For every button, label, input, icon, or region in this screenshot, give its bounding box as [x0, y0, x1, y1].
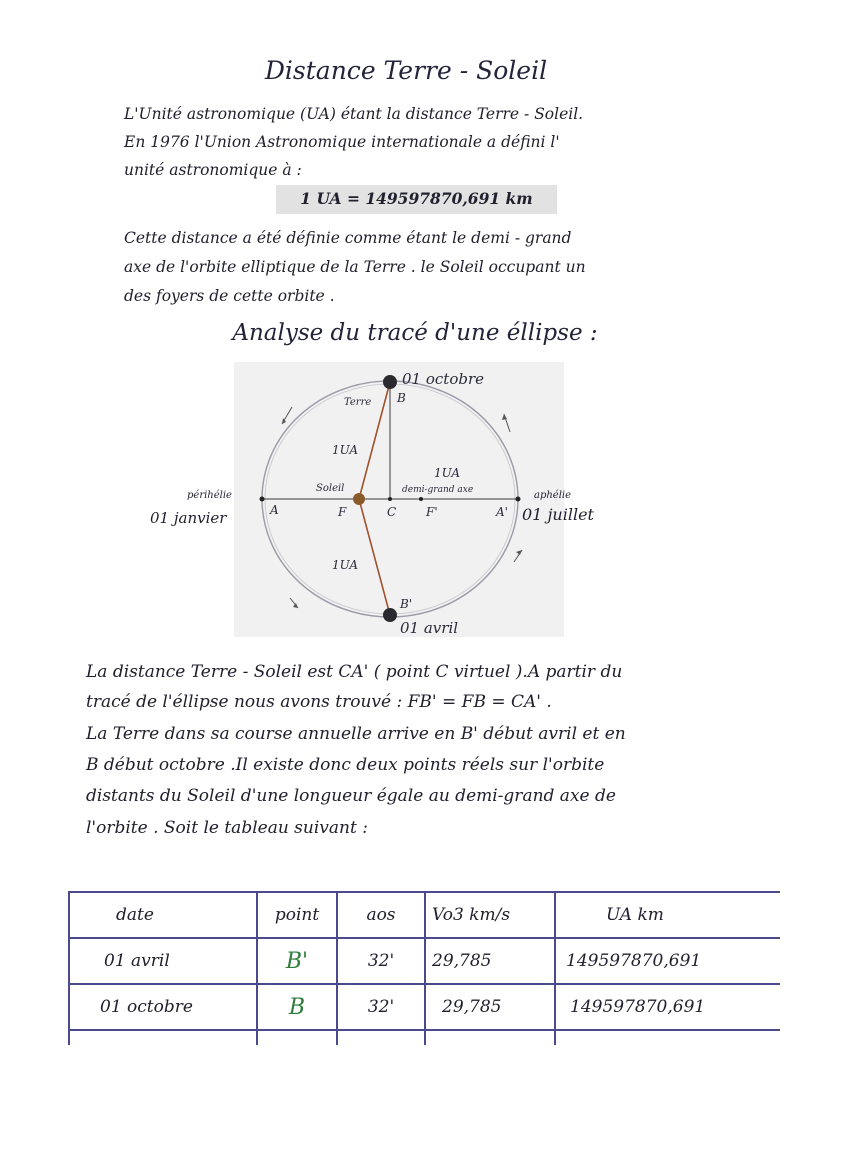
- text-line-1: La distance Terre - Soleil est CA' ( point C virtuel ).A partir du: [86, 662, 623, 682]
- cell-empty: [69, 1030, 257, 1045]
- label-radius-upper: 1UA: [332, 443, 359, 457]
- cell-point: B': [257, 938, 337, 984]
- label-point-F-prime: F': [426, 505, 438, 519]
- cell-velocity: 29,785: [425, 984, 555, 1030]
- table-row: [69, 984, 780, 1030]
- header-date: date: [69, 892, 257, 938]
- cell-empty: [555, 1030, 780, 1045]
- intro-line-1: L'Unité astronomique (UA) étant la distance Terre - Soleil.: [124, 105, 584, 123]
- cell-velocity: 29,785: [425, 938, 555, 984]
- cell-empty: [337, 1030, 425, 1045]
- label-top-date: 01 octobre: [402, 370, 484, 388]
- header-velocity: Vo3 km/s: [425, 892, 555, 938]
- label-sun: Soleil: [316, 483, 345, 494]
- cell-date: 01 octobre: [69, 984, 257, 1030]
- header-point: point: [257, 892, 337, 938]
- label-january: 01 janvier: [150, 509, 227, 527]
- definition-line-1: Cette distance a été définie comme étant le demi - grand: [124, 229, 572, 247]
- formula: 1 UA = 149597870,691 km: [300, 189, 533, 208]
- cell-distance: 149597870,691: [555, 984, 780, 1030]
- text-line-6: l'orbite . Soit le tableau suivant :: [86, 818, 368, 838]
- definition-line-2: axe de l'orbite elliptique de la Terre . le Soleil occupant un: [124, 258, 586, 276]
- label-perihelion: périhélie: [187, 490, 232, 501]
- label-semi-axis: demi-grand axe: [402, 485, 474, 495]
- cell-aos: 32': [337, 938, 425, 984]
- table-header-row: [69, 892, 780, 938]
- point-focus-2: [419, 497, 423, 501]
- label-earth: Terre: [344, 397, 372, 408]
- cell-date: 01 avril: [69, 938, 257, 984]
- table-row: [69, 938, 780, 984]
- label-point-A-prime: A': [496, 505, 508, 519]
- label-point-B: B: [397, 391, 406, 405]
- intro-line-3: unité astronomique à :: [124, 161, 302, 179]
- label-july: 01 juillet: [522, 505, 594, 524]
- cell-empty: [257, 1030, 337, 1045]
- label-point-B-prime: B': [400, 597, 413, 611]
- label-aphelion: aphélie: [534, 490, 572, 501]
- text-line-2: tracé de l'éllipse nous avons trouvé : FB' = FB = CA' .: [86, 692, 552, 712]
- text-line-4: B début octobre .Il existe donc deux points réels sur l'orbite: [86, 755, 605, 775]
- cell-aos: 32': [337, 984, 425, 1030]
- earth-top: [383, 375, 397, 389]
- data-table-wrapper: [68, 891, 780, 1045]
- cell-empty: [425, 1030, 555, 1045]
- header-aos: aos: [337, 892, 425, 938]
- section-title: Analyse du tracé d'une éllipse :: [232, 320, 598, 346]
- header-distance: UA km: [555, 892, 780, 938]
- point-center: [388, 497, 392, 501]
- definition-line-3: des foyers de cette orbite .: [124, 287, 335, 305]
- cell-distance: 149597870,691: [555, 938, 780, 984]
- sun: [353, 493, 365, 505]
- earth-bottom: [383, 608, 397, 622]
- label-point-A: A: [270, 503, 279, 517]
- data-table: [68, 891, 780, 1045]
- text-line-5: distants du Soleil d'une longueur égale au demi-grand axe de: [86, 786, 616, 806]
- label-radius-lower: 1UA: [332, 558, 359, 572]
- text-line-3: La Terre dans sa course annuelle arrive en B' début avril et en: [86, 724, 626, 744]
- table-row-empty: [69, 1030, 780, 1045]
- point-perihelion: [260, 497, 265, 502]
- label-point-C: C: [387, 505, 397, 519]
- intro-line-2: En 1976 l'Union Astronomique internationale a défini l': [124, 133, 560, 151]
- cell-point: B: [257, 984, 337, 1030]
- point-aphelion: [516, 497, 521, 502]
- page-title: Distance Terre - Soleil: [264, 56, 548, 85]
- ellipse-diagram: [234, 362, 564, 637]
- label-semi-axis-value: 1UA: [434, 466, 461, 480]
- label-bottom-date: 01 avril: [400, 619, 459, 637]
- label-point-F: F: [338, 505, 347, 519]
